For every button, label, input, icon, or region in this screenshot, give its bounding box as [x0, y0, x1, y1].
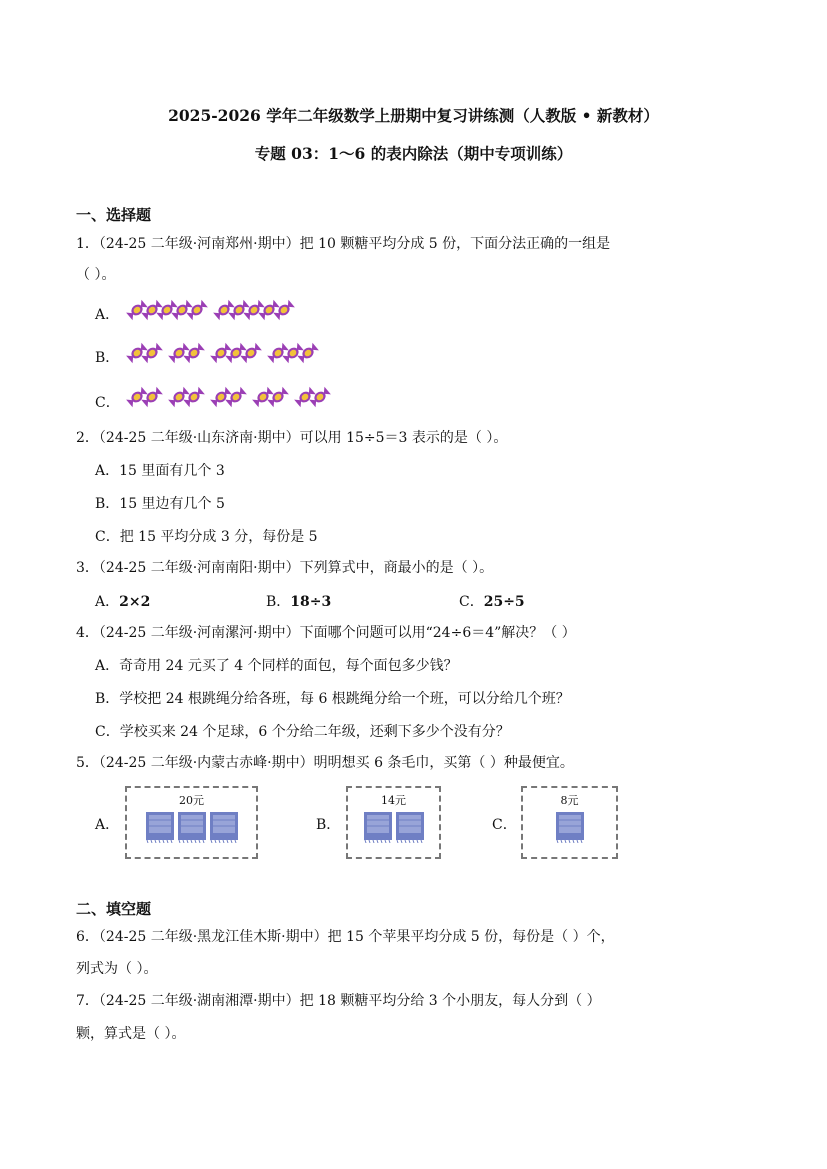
question-1-option-b-label: B． — [95, 350, 120, 366]
option-a-label: A． — [95, 594, 120, 610]
question-6-blank: 列式为（ ）。 — [76, 961, 158, 977]
question-3-option-b — [266, 591, 331, 611]
question-4-option-c: C．学校买来 24 个足球，6 个分给二年级，还剩下多少个没有分？ — [95, 724, 510, 740]
price-label-a: 20元 — [179, 794, 204, 807]
candy-bundle — [126, 383, 156, 415]
question-3-text: 3．（24-25 二年级·河南南阳·期中）下列算式中，商最小的是（ ）。 — [76, 560, 494, 576]
option-a-expression: 2×2 — [119, 594, 151, 610]
candy-bundle — [126, 296, 201, 328]
candy-icon — [141, 339, 163, 367]
question-1-text: 1．（24-25 二年级·河南郑州·期中）把 10 颗糖平均分成 5 份，下面分法正确的一组是 — [76, 236, 611, 252]
towel-box-a — [125, 786, 258, 859]
candy-bundle — [126, 339, 156, 371]
question-1-option-a-label: A． — [95, 307, 120, 323]
candy-group-c — [126, 383, 336, 415]
candy-icon — [297, 339, 319, 367]
question-3-option-a — [95, 591, 150, 611]
candy-icon — [141, 383, 163, 411]
candy-bundle — [210, 383, 240, 415]
price-label-c: 8元 — [560, 794, 579, 807]
option-c-label: C． — [459, 594, 484, 610]
option-c-expression: 25÷5 — [483, 594, 525, 610]
candy-bundle — [252, 383, 282, 415]
question-1-option-c-label: C． — [95, 395, 120, 411]
question-5-option-b-label: B． — [316, 817, 341, 833]
question-2-text: 2．（24-25 二年级·山东济南·期中）可以用 15÷5＝3 表示的是（ ）。 — [76, 430, 508, 446]
towel-icon — [363, 811, 393, 843]
towel-set-b — [348, 811, 439, 847]
candy-bundle — [168, 383, 198, 415]
towel-set-a — [127, 811, 256, 847]
question-2-option-a: A．15 里面有几个 3 — [95, 463, 225, 479]
candy-icon — [183, 383, 205, 411]
towel-icon — [177, 811, 207, 843]
candy-icon — [183, 339, 205, 367]
candy-icon — [267, 383, 289, 411]
towel-box-c — [521, 786, 618, 859]
candy-bundle — [168, 339, 198, 371]
towel-icon — [209, 811, 239, 843]
candy-icon — [240, 339, 262, 367]
candy-bundle — [294, 383, 324, 415]
towel-icon — [145, 811, 175, 843]
document-title: 2025-2026 学年二年级数学上册期中复习讲练测（人教版 • 新教材） — [168, 106, 659, 125]
question-2-option-b: B．15 里边有几个 5 — [95, 496, 225, 512]
question-4-option-b: B．学校把 24 根跳绳分给各班，每 6 根跳绳分给一个班，可以分给几个班？ — [95, 691, 570, 707]
document-subtitle: 专题 03：1～6 的表内除法（期中专项训练） — [254, 144, 573, 163]
question-7-blank: 颗，算式是（ ）。 — [76, 1026, 186, 1042]
candy-bundle — [267, 339, 312, 371]
question-6-text: 6．（24-25 二年级·黑龙江佳木斯·期中）把 15 个苹果平均分成 5 份，每份是（ ）个， — [76, 929, 615, 945]
candy-icon — [273, 296, 295, 324]
section-heading-fill: 二、填空题 — [76, 900, 152, 918]
towel-icon — [555, 811, 585, 843]
towel-icon — [395, 811, 425, 843]
question-2-option-c: C．把 15 平均分成 3 分，每份是 5 — [95, 529, 318, 545]
candy-icon — [186, 296, 208, 324]
question-4-option-a: A．奇奇用 24 元买了 4 个同样的面包，每个面包多少钱？ — [95, 658, 458, 674]
question-3-option-c — [459, 591, 525, 611]
question-7-text: 7．（24-25 二年级·湖南湘潭·期中）把 18 颗糖平均分给 3 个小朋友，每人分到（ ） — [76, 993, 601, 1009]
question-1-blank: （ ）。 — [76, 267, 116, 283]
candy-icon — [225, 383, 247, 411]
candy-bundle — [210, 339, 255, 371]
question-5-option-c-label: C． — [492, 817, 517, 833]
question-4-text: 4．（24-25 二年级·河南漯河·期中）下面哪个问题可以用“24÷6＝4”解决？（ ） — [76, 625, 576, 641]
option-b-label: B． — [266, 594, 291, 610]
question-5-text: 5．（24-25 二年级·内蒙古赤峰·期中）明明想买 6 条毛巾，买第（ ）种最便宜。 — [76, 755, 574, 771]
towel-set-c — [523, 811, 616, 847]
candy-icon — [309, 383, 331, 411]
candy-bundle — [213, 296, 288, 328]
question-5-option-a-label: A． — [95, 817, 120, 833]
candy-group-a — [126, 296, 300, 328]
towel-box-b — [346, 786, 441, 859]
price-label-b: 14元 — [381, 794, 406, 807]
candy-group-b — [126, 339, 324, 371]
option-b-expression: 18÷3 — [290, 594, 332, 610]
section-heading-choice: 一、选择题 — [76, 206, 152, 224]
